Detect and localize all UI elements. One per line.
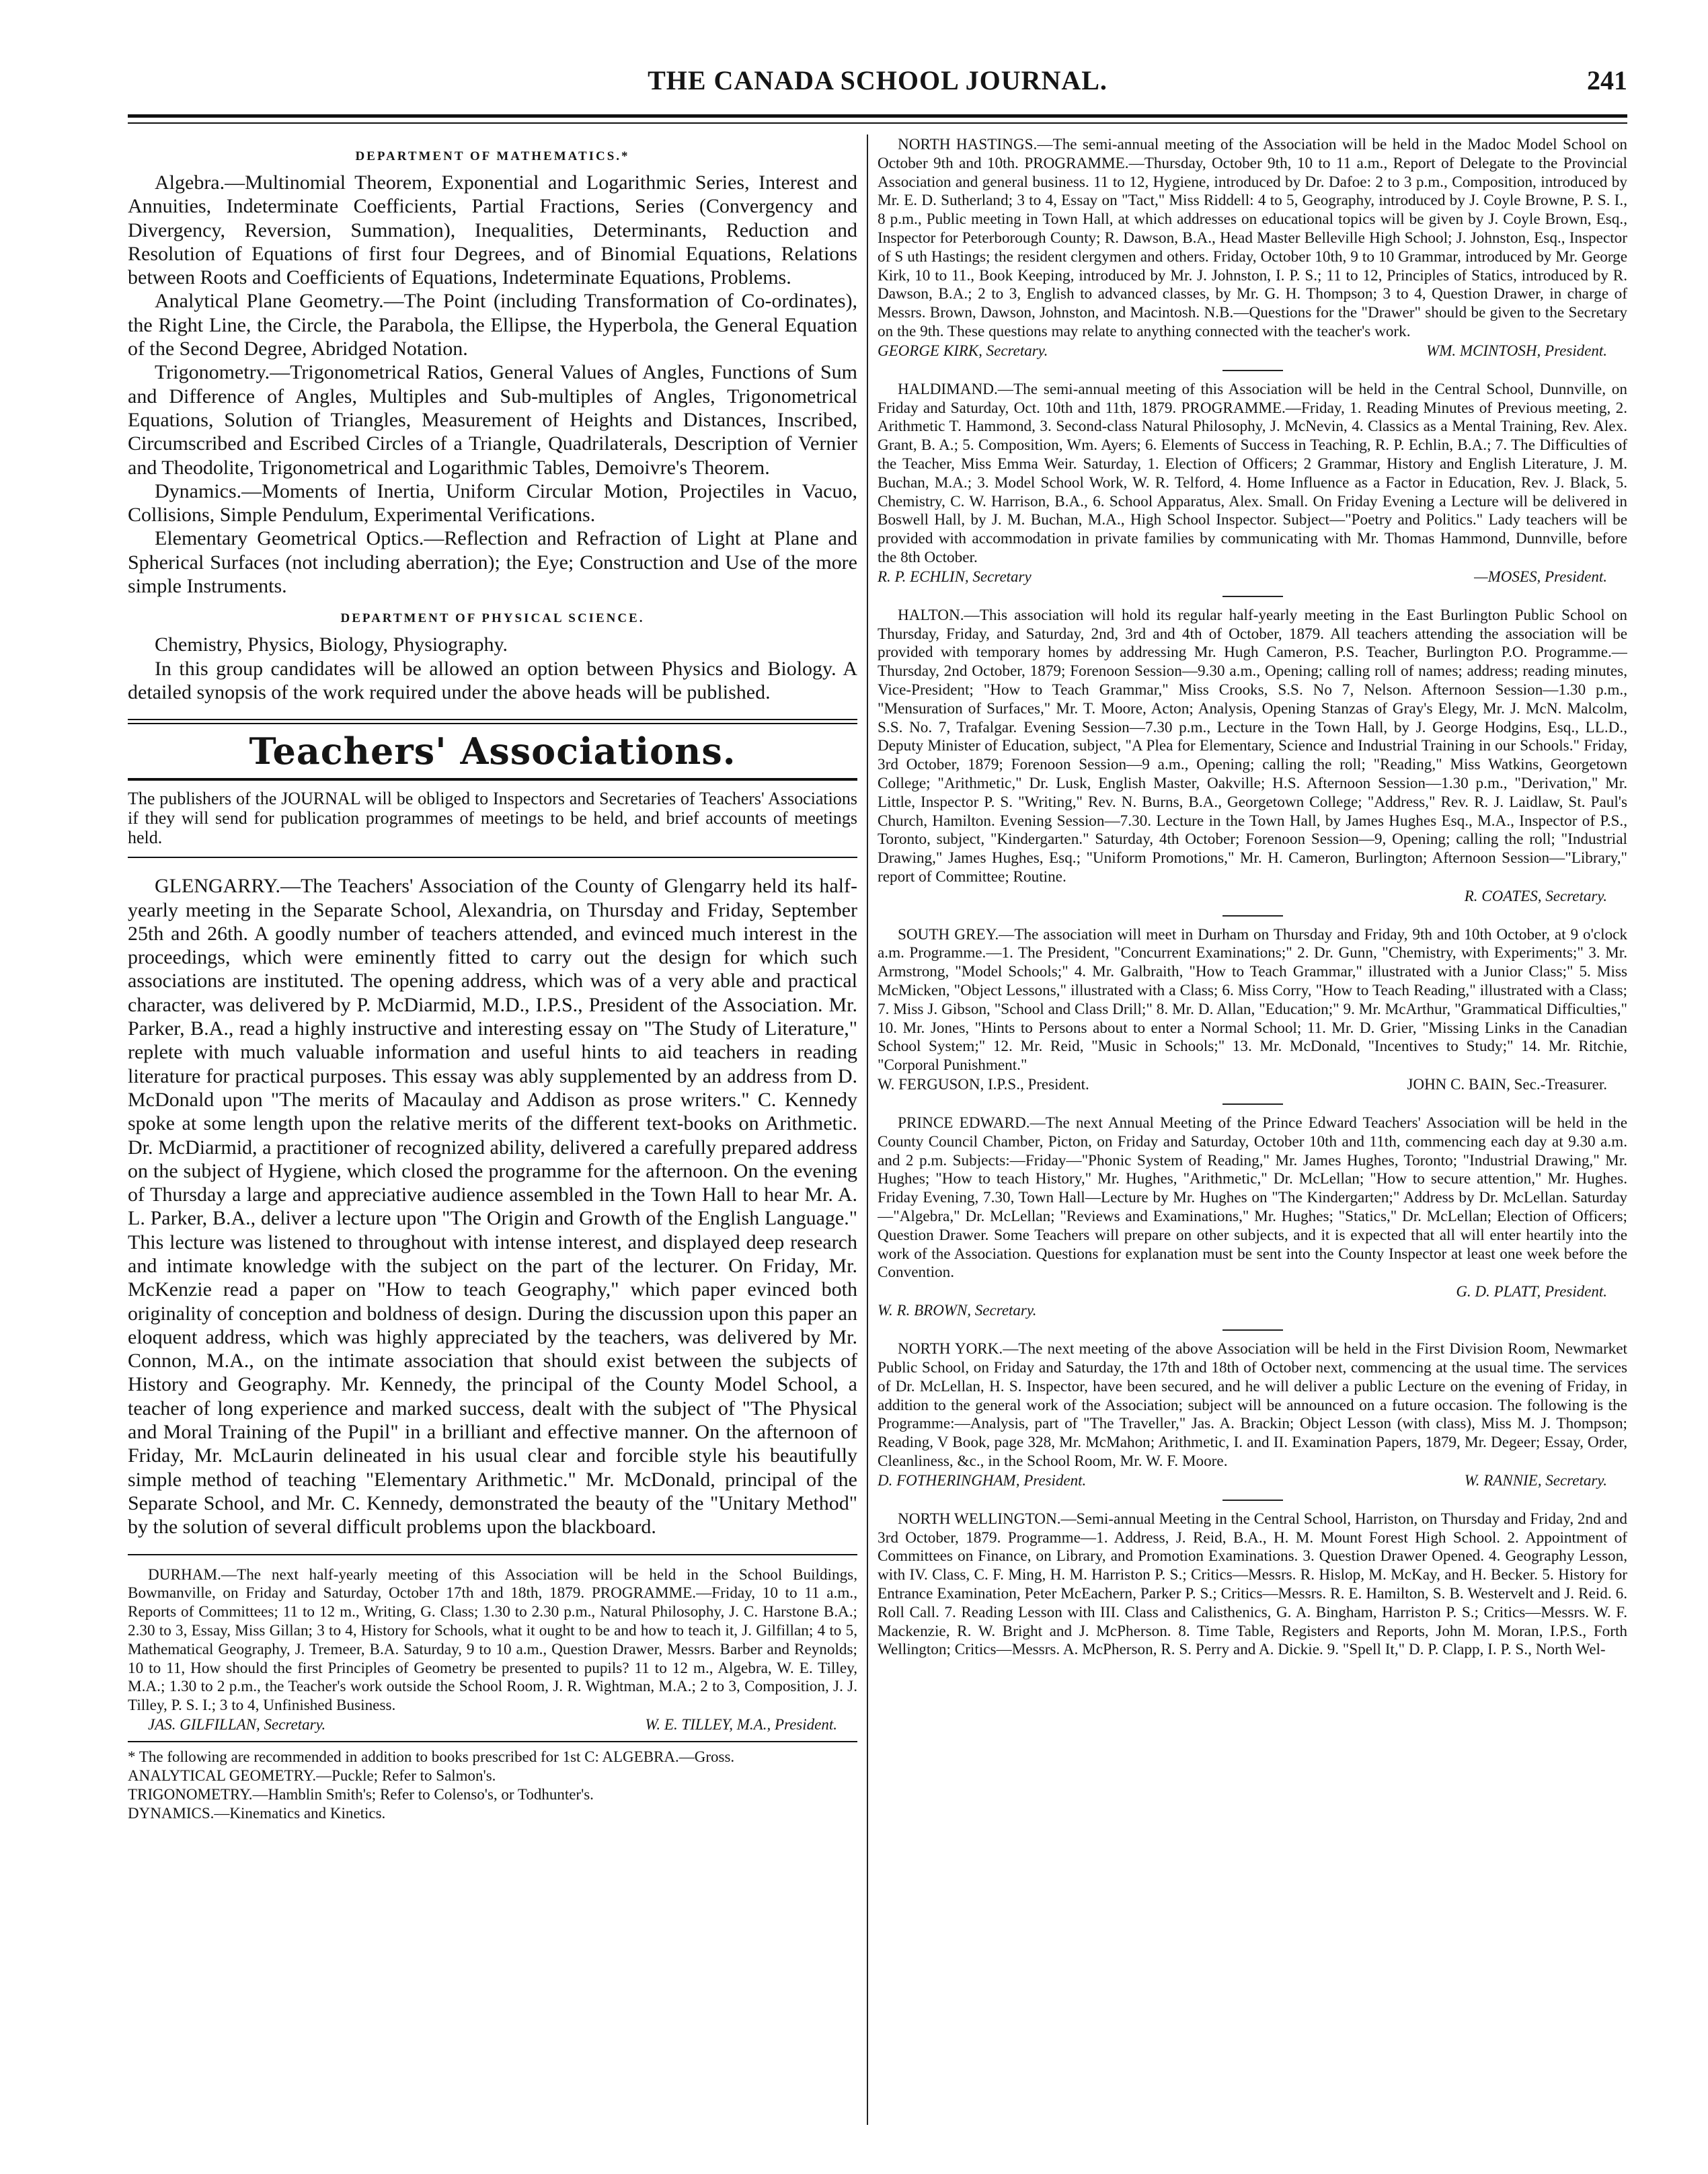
haldimand-text: HALDIMAND.—The semi-annual meeting of this Association will be held in the Central School, Dunnville, on Friday and Saturday, Oct. 10th and 11th, 1879. PROGRAMME.—Friday, 1. Reading Minutes of Previous meeting, 2. Arithmetic T. Hammond, 3. Second-class Natural Philosophy, J. McNevin, 4. Classics as a Mental Training, Rev. Alex. Grant, B. A.; 5. Composition, Wm. Ayers; 6. Elements of Success in Teaching, R. P. Echlin, B.A.; 7. The Difficulties of the Teacher, Miss Emma Weir. Saturday, 1. Election of Officers; 2 Grammar, History and English Literature, J. M. Buchan, M.A.; 3. Model School Work, W. R. Telford, 4. Home Influence as a Factor in Education, Rev. J. Black, 5. Chemistry, C. W. Harrison, B.A., 6. School Apparatus, Alex. Small. On Friday Evening a Lecture will be delivered in Boswell Hall, by J. M. Buchan, M.A., High School Inspector. Subject—"Poetry and Politics." Lady teachers will be provided with accommodation in private families by communicating with Mr. Thomas Hammond, Dunnville, before the 8th October. [878,380,1627,566]
north-york-signatures [878,1471,1627,1490]
haldimand-entry [878,381,1627,586]
analytical-geometry-paragraph: Analytical Plane Geometry.—The Point (including Transformation of Co-ordinates), the Right Line, the Circle, the Parabola, the Ellipse, the Hyperbola, the General Equation of the Second Degree, Abridged Notation. [128,290,857,360]
north-wellington-entry [878,1510,1627,1660]
south-grey-text: SOUTH GREY.—The association will meet in Durham on Thursday and Friday, 9th and 10th October, at 9 o'clock a.m. Programme.—1. The President, "Concurrent Examinations;" 2. Dr. Gunn, "Chemistry, with Experiments;" 3. Mr. Armstrong, "Model Schools;" 4. Mr. Galbraith, "How to Teach Grammar," illustrated with a Junior Class;" 5. Miss McMicken, "Object Lessons," illustrated with a Class; 6. Miss Corry, "How to Teach Reading," illustrated with a Class; 7. Miss J. Gibson, "School and Class Drill;" 8. Mr. D. Allan, "Education;" 9. Mr. McArthur, "Grammatical Difficulties," 10. Mr. Jones, "Hints to Persons about to enter a Normal School; 11. Mr. D. Grier, "Missing Links in the Canadian School System;" 12. Mr. Reid, "Music in Schools;" 13. Mr. McDonald, "Incentives to Study;" 14. Mr. Ritchie, "Corporal Punishment." [878,925,1627,1075]
section-rule-bottom [128,778,857,781]
left-column [128,136,857,2120]
section-title: Teachers' Associations. [249,730,736,773]
notice-rule [128,857,857,858]
prince-edward-president: G. D. PLATT, President. [1456,1283,1607,1300]
north-york-secretary: W. RANNIE, Secretary. [1464,1471,1607,1489]
south-grey-signatures [878,1075,1627,1094]
separator [1222,915,1283,917]
north-hastings-signatures [878,342,1627,360]
separator [1222,1329,1283,1331]
north-hastings-entry [878,136,1627,360]
physical-option-paragraph: In this group candidates will be allowed an option between Physics and Biology. A detailed synopsis of the work required under the above heads will be published. [128,657,857,703]
separator [1222,1103,1283,1105]
optics-paragraph: Elementary Geometrical Optics.—Reflection and Refraction of Light at Plane and Spherical Surfaces (not including aberration); the Eye; Construction and Use of the more simple Instruments. [128,527,857,598]
prince-edward-secretary: W. R. BROWN, Secretary. [878,1302,1037,1319]
haldimand-president: —MOSES, President. [1474,568,1607,585]
separator [1222,596,1283,597]
running-head [128,65,1627,105]
header-rule-thin [128,122,1627,124]
report-separator [128,1554,857,1555]
footnote-line-4: DYNAMICS.—Kinematics and Kinetics. [128,1804,386,1822]
header-rule-thick [128,114,1627,118]
physical-dept-heading: DEPARTMENT OF PHYSICAL SCIENCE. [340,611,645,626]
physical-subjects-paragraph: Chemistry, Physics, Biology, Physiography. [155,633,508,656]
north-york-president: D. FOTHERINGHAM, President. [878,1471,1087,1489]
journal-title: THE CANADA SCHOOL JOURNAL. [648,65,1108,95]
algebra-paragraph: Algebra.—Multinomial Theorem, Exponential and Logarithmic Series, Interest and Annuities, Indeterminate Coefficients, Partial Fractions, Series (Convergency and Divergency, Reversion, Summation), Inequalities, Determinants, Reduction and Resolution of Equations of first four Degrees, and of Binomial Equations, Relations between Roots and Coefficients of Equations, Indeterminate Equations, Problems. [128,171,857,289]
dynamics-paragraph: Dynamics.—Moments of Inertia, Uniform Circular Motion, Projectiles in Vacuo, Collisions, Simple Pendulum, Experimental Verifications. [128,479,857,527]
haldimand-secretary: R. P. ECHLIN, Secretary [878,568,1032,585]
south-grey-treasurer: JOHN C. BAIN, Sec.-Treasurer. [1407,1076,1607,1093]
trigonometry-paragraph: Trigonometry.—Trigonometrical Ratios, General Values of Angles, Functions of Sum and Difference of Angles, Multiples and Sub-multiples of Angles, Trigonometrical Equations, Solution of Triangles, Measurement of Heights and Distances, Inscribed, Circumscribed and Escribed Circles of a Triangle, Quadrilaterals, Description of Vernier and Theodolite, Trigonometrical and Logarithmic Tables, Demoivre's Theorem. [128,361,857,479]
durham-secretary: JAS. GILFILLAN, Secretary. [148,1715,326,1733]
halton-entry [878,607,1627,906]
north-wellington-text: NORTH WELLINGTON.—Semi-annual Meeting in the Central School, Harriston, on Thursday and Friday, 2nd and 3rd October, 1879. Programme—1. Address, J. Reid, B.A., H. M. Mount Forest High School. 2. Appointment of Committees on Finance, on Library, and Promotion Examinations. 3. Question Drawer Opened. 4. Geography Lesson, with IV. Class, C. F. Ming, H. M. Harriston P. S.; Critics—Messrs. R. Hislop, M. McKay, and H. Becker. 5. History for Entrance Examination, Peter McEachern, Parker P. S.; Critics—Messrs. R. E. Hamilton, S. B. Westervelt and J. Reid. 6. Roll Call. 7. Reading Lesson with III. Class and Calisthenics, G. A. Bingham, Harriston P. S.; Critics—Messrs. W. F. Mackenzie, R. W. Bright and J. McPherson. 8. Time Table, Registers and Reports, John M. Moran, I.P.S., Forth Wellington; Critics—Messrs. A. McPherson, R. S. Perry and A. Dickie. 9. "Spell It," D. P. Clapp, I. P. S., North Wel- [878,1510,1627,1659]
south-grey-entry [878,926,1627,1094]
north-hastings-text: NORTH HASTINGS.—The semi-annual meeting of the Association will be held in the Madoc Model School on October 9th and 10th. PROGRAMME.—Thursday, October 9th, 10 to 11 a.m., Report of Delegate to the Provincial Association and general business. 11 to 12, Hygiene, introduced by Dr. Dafoe: 2 to 3 p.m., Composition, introduced by Mr. E. D. Sutherland; 3 to 4, Essay on "Tact," Miss Riddell: 4 to 5, Geography, introduced by J. Coyle Browne, P. S. I., 8 p.m., Public meeting in Town Hall, at which addresses on educational topics will be given by J. Coyle Brown, Esq., Inspector for Peterborough County; R. Dawson, B.A., Head Master Belleville High School; J. Johnston, Esq., Inspector of S uth Hastings; the resident clergymen and others. Friday, October 10th, 9 to 10 Grammar, introduced by Mr. George Kirk, 10 to 11., Book Keeping, introduced by Mr. J. Johnston, I. P. S.; 11 to 12, Principles of Statics, introduced by R. Dawson, B.A.; 2 to 3, English to advanced classes, by Mr. G. H. Thompson; 3 to 4, Question Drawer, in charge of Messrs. Brown, Dawson, Johnston, and Macintosh. N.B.—Questions for the "Drawer" should be given to the Secretary on the 9th. These questions may relate to anything connected with the teacher's work. [878,136,1627,340]
durham-notice: DURHAM.—The next half-yearly meeting of this Association will be held in the School Buildings, Bowmanville, on Friday and Saturday, October 17th and 18th, 1879. PROGRAMME.—Friday, 10 to 11 a.m., Reports of Committees; 11 to 12 m., Writing, G. Class; 1.30 to 2.30 p.m., Natural Philosophy, J. C. Harstone B.A.; 2.30 to 3, Essay, Miss Gillan; 3 to 4, History for Schools, what it ought to be and how to teach it, J. Gilfillan; 4 to 5, Mathematical Geography, J. Tremeer, B.A. Saturday, 9 to 10 a.m., Question Drawer, Messrs. Barber and Reynolds; 10 to 11, How should the first Principles of Geometry be presented to pupils? 11 to 12 m., Algebra, W. E. Tilley, M.A.; 1.30 to 2 p.m., the Teacher's work outside the School Room, J. R. Wightman, M.A.; 2 to 3, Composition, J. J. Tilley, P. S. I.; 3 to 4, Unfinished Business. [128,1565,857,1715]
page-number: 241 [1587,65,1627,95]
north-york-entry [878,1340,1627,1490]
north-hastings-secretary: GEORGE KIRK, Secretary. [878,342,1048,359]
prince-edward-president-row [878,1282,1627,1301]
north-hastings-president: WM. MCINTOSH, President. [1426,342,1607,359]
durham-president: W. E. TILLEY, M.A., President. [645,1715,837,1733]
footnote-rule [128,1741,857,1742]
halton-secretary: R. COATES, Secretary. [1464,887,1607,904]
halton-text: HALTON.—This association will hold its regular half-yearly meeting in the East Burlington Public School on Thursday, Friday, and Saturday, 2nd, 3rd and 4th of October, 1879. All teachers attending the association will be provided with temporary homes by addressing Mr. Hugh Cameron, P.S. Teacher, Burlington P.O. Programme.—Thursday, 2nd October, 1879; Forenoon Session—9.30 a.m., Opening; calling roll of names; address; reading minutes, Vice-President; "How to Teach Grammar," Miss Crooks, S.S. No 7, Nelson. Afternoon Session—1.30 p.m., "Mensuration of Surfaces," Mr. T. Moore, Acton; Analysis, Opening Stanzas of Gray's Elegy, Mr. J. McN. Malcolm, S.S. No. 7, Trafalgar. Evening Session—7.30 p.m., Lecture in the Town Hall, by J. George Hodgins, Esq., LL.D., Deputy Minister of Education, subject, "A Plea for Elementary, Science and Industrial Training in our Schools." Friday, 3rd October, 1879; Forenoon Session—9 a.m., Opening; calling the roll; "Reading," Miss Watkins, Georgetown College; "Arithmetic," Dr. Lusk, English Master, Oakville; H.S. Afternoon Session—1.30 p.m., "Derivation," Mr. Little, Inspector P. S. "Writing," Rev. N. Burns, B.A., Georgetown College; "Address," Rev. R. J. Laidlaw, St. Paul's Church, Hamilton. Evening Session—7.30. Lecture in the Town Hall, by James Hughes Esq., M.A., Inspector of P.S., Toronto, subject, "Kindergarten." Saturday, 4th October; Forenoon Session—9, Opening; calling the roll; "Industrial Drawing," James Hughes, Esq.; "Uniform Promotions," Mr. H. Cameron, Burlington; Afternoon Session—"Library," report of Committee; Routine. [878,606,1627,886]
section-rule-top [128,719,857,724]
halton-signatures [878,887,1627,906]
footnote-line-1: * The following are recommended in addition to books prescribed for 1st C: ALGEBRA.—Gross. [128,1748,735,1765]
prince-edward-entry [878,1114,1627,1320]
separator [1222,370,1283,371]
durham-signatures [128,1715,857,1734]
footnote-line-3: TRIGONOMETRY.—Hamblin Smith's; Refer to Colenso's, or Todhunter's. [128,1785,594,1803]
south-grey-president: W. FERGUSON, I.P.S., President. [878,1076,1089,1093]
glengarry-report: GLENGARRY.—The Teachers' Association of the County of Glengarry held its half-yearly meeting in the Separate School, Alexandria, on Thursday and Friday, September 25th and 26th. A goodly number of teachers attended, and evinced much interest in the proceedings, which were eminently fitted to carry out the design for which such associations are instituted. The opening address, which was of a very able and practical character, was delivered by P. McDiarmid, M.D., I.P.S., President of the Association. Mr. Parker, B.A., read a highly instructive and interesting essay on "The Study of Literature," replete with much valuable information and useful hints to aid teachers in reading literature for practical purposes. This essay was ably supplemented by an address from D. McDonald upon "The merits of Macaulay and Addison as prose writers." C. Kennedy spoke at some length upon the relative merits of the different text-books on Arithmetic. Dr. McDiarmid, a practitioner of recognized ability, delivered a carefully prepared address on the subject of Hygiene, which closed the programme for the afternoon. On the evening of Thursday a large and appreciative audience assembled in the Town Hall to hear Mr. A. L. Parker, B.A., deliver a lecture upon "The Origin and Growth of the English Language." This lecture was listened to throughout with intense interest, and displayed deep research and intimate knowledge with the subject on the part of the lecturer. On Friday, Mr. McKenzie read a paper on "How to teach Geography," which paper evinced both originality of conception and boldness of design. During the discussion upon this paper an eloquent address, which was highly appreciated by the teachers, was delivered by Mr. Connon, M.A., on the intimate association that should exist between the subjects of History and Geography. Mr. Kennedy, the principal of the County Model School, a teacher of long experience and marked success, dealt with the subject of "The Physical and Moral Training of the Pupil" in a brilliant and effective manner. On the afternoon of Friday, Mr. McLaurin delineated in his usual clear and forcible style his beautifully simple method of teaching "Elementary Arithmetic." Mr. McDonald, principal of the Separate School, and Mr. C. Kennedy, demonstrated the beauty of the "Unitary Method" by the solution of several difficult problems upon the blackboard. [128,875,857,1539]
haldimand-signatures [878,568,1627,586]
math-dept-heading: DEPARTMENT OF MATHEMATICS.* [355,149,630,163]
publishers-notice: The publishers of the JOURNAL will be obliged to Inspectors and Secretaries of Teachers' Associations if they will send for publication programmes of meetings to be held, and brief accounts of meetings held. [128,789,857,848]
separator [1222,1500,1283,1501]
prince-edward-text: PRINCE EDWARD.—The next Annual Meeting of the Prince Edward Teachers' Association will be held in the County Council Chamber, Picton, on Friday and Saturday, October 10th and 11th, commencing each day at 9.30 a.m. and 2 p.m. Subjects:—Friday—"Phonic System of Reading," Mr. James Hughes, Toronto; "Industrial Drawing," Mr. Hughes; "How to teach History," Mr. Hughes, "Arithmetic," Dr. McLellan; "How to secure attention," Mr. Hughes. Friday Evening, 7.30, Town Hall—Lecture by Mr. Hughes on "The Kindergarten;" Address by Dr. McLellan. Saturday—"Algebra," Dr. McLellan; "Reviews and Examinations," Mr. Hughes; "Statics," Dr. McLellan; Election of Officers; Question Drawer. Some Teachers will prepare on other subjects, and it is expected that all will enter heartily into the work of the Association. Questions for explanation must be sent into the County Inspector at least one week before the Convention. [878,1114,1627,1282]
right-column [878,136,1627,2120]
footnote-line-2: ANALYTICAL GEOMETRY.—Puckle; Refer to Salmon's. [128,1767,496,1784]
north-york-text: NORTH YORK.—The next meeting of the above Association will be held in the First Division Room, Newmarket Public School, on Friday and Saturday, the 17th and 18th of October next, commencing at the usual time. The services of Dr. McLellan, H. S. Inspector, have been secured, and he will deliver a public Lecture on the evening of Friday, in addition to the general work of the Association; subject will be announced on a future occasion. The following is the Programme:—Analysis, part of "The Traveller," Jas. A. Brackin; Object Lesson (with class), Miss M. J. Thompson; Reading, V Book, page 328, Mr. McMahon; Arithmetic, I. and II. Examination Papers, 1879, Mr. Degeer; Essay, Order, Cleanliness, &c., in the School Room, Mr. W. F. Moore. [878,1340,1627,1471]
prince-edward-secretary-row [878,1301,1627,1320]
column-divider [867,134,868,2125]
